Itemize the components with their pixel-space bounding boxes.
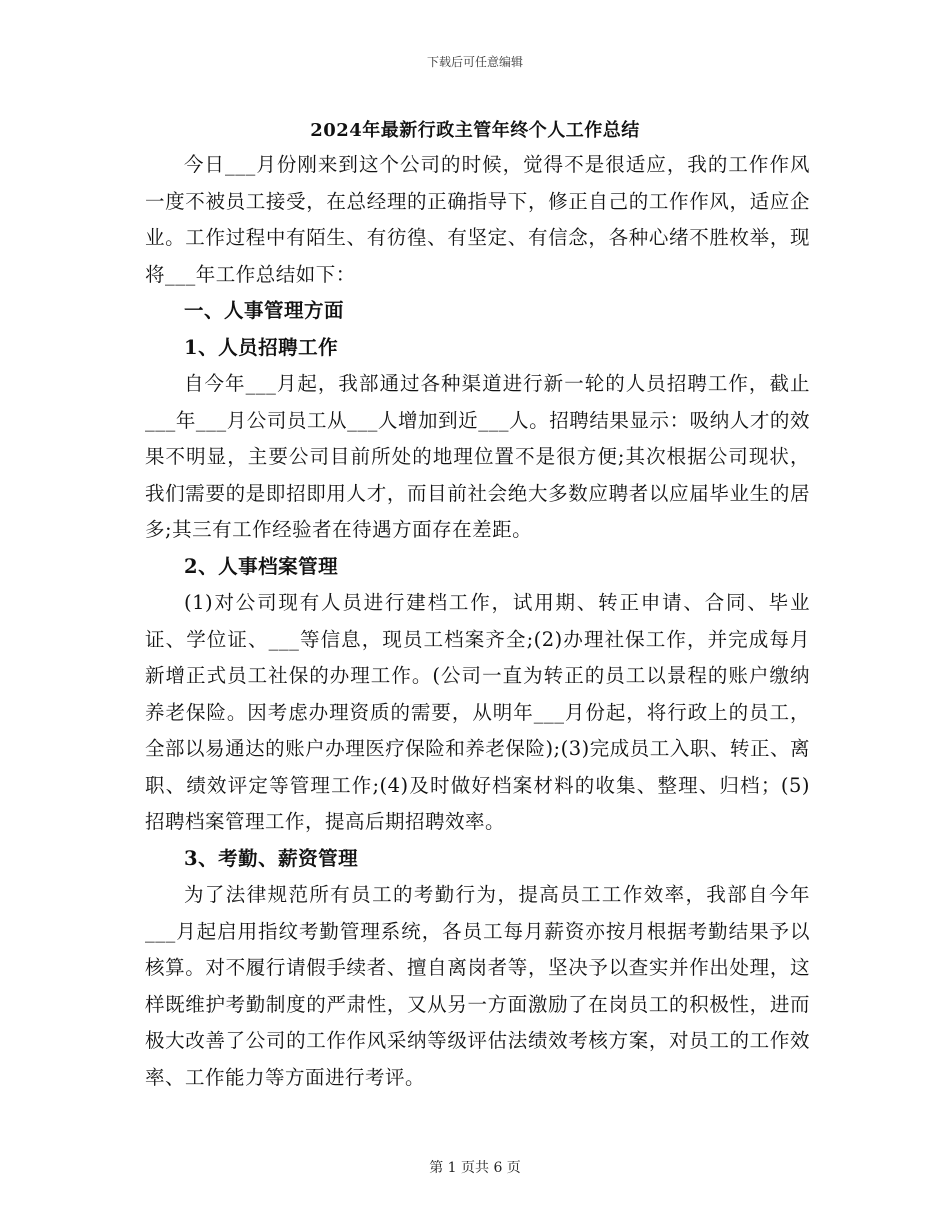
subsection-heading-attendance-payroll: 3、考勤、薪资管理 bbox=[184, 846, 359, 870]
personnel-files-paragraph: (1)对公司现有人员进行建档工作，试用期、转正申请、合同、毕业证、学位证、___等信息，现员工档案齐全;(2)办理社保工作，并完成每月新增正式员工社保的办理工作。(公司一直为转正的员工以景程的账户缴纳养老保险。因考虑办理资质的需要，从明年___月份起，将行政上的员工，全部以易通达的账户办理医疗保险和养老保险);(3)完成员工入职、转正、离职、绩效评定等管理工作;(4)及时做好档案材料的收集、整理、归档；(5)招聘档案管理工作，提高后期招聘效率。 bbox=[145, 591, 810, 833]
document-body bbox=[145, 147, 810, 1096]
page-footer: 第 1 页共 6 页 bbox=[429, 1160, 521, 1176]
subsection-heading-recruitment: 1、人员招聘工作 bbox=[184, 335, 339, 359]
subsection-heading-personnel-files: 2、人事档案管理 bbox=[184, 554, 339, 578]
recruitment-paragraph: 自今年___月起，我部通过各种渠道进行新一轮的人员招聘工作，截止___年___月公司员工从___人增加到近___人。招聘结果显示：吸纳人才的效果不明显，主要公司目前所处的地理位置不是很方便;其次根据公司现状，我们需要的是即招即用人才，而目前社会绝大多数应聘者以应届毕业生的居多;其三有工作经验者在待遇方面存在差距。 bbox=[145, 372, 810, 541]
section-heading-hr-management: 一、人事管理方面 bbox=[184, 299, 345, 322]
page-header: 下载后可任意编辑 bbox=[426, 55, 523, 69]
document-title: 2024年最新行政主管年终个人工作总结 bbox=[310, 120, 640, 141]
attendance-payroll-paragraph: 为了法律规范所有员工的考勤行为，提高员工工作效率，我部自今年___月起启用指纹考勤管理系统，各员工每月薪资亦按月根据考勤结果予以核算。对不履行请假手续者、擅自离岗者等，坚决予以查实并作出处理，这样既维护考勤制度的严肃性，又从另一方面激励了在岗员工的积极性，进而极大改善了公司的工作作风采纳等级评估法绩效考核方案，对员工的工作效率、工作能力等方面进行考评。 bbox=[145, 883, 810, 1089]
intro-paragraph: 今日___月份刚来到这个公司的时候，觉得不是很适应，我的工作作风一度不被员工接受，在总经理的正确指导下，修正自己的工作作风，适应企业。工作过程中有陌生、有彷徨、有坚定、有信念，各种心绪不胜枚举，现将___年工作总结如下： bbox=[145, 153, 810, 286]
